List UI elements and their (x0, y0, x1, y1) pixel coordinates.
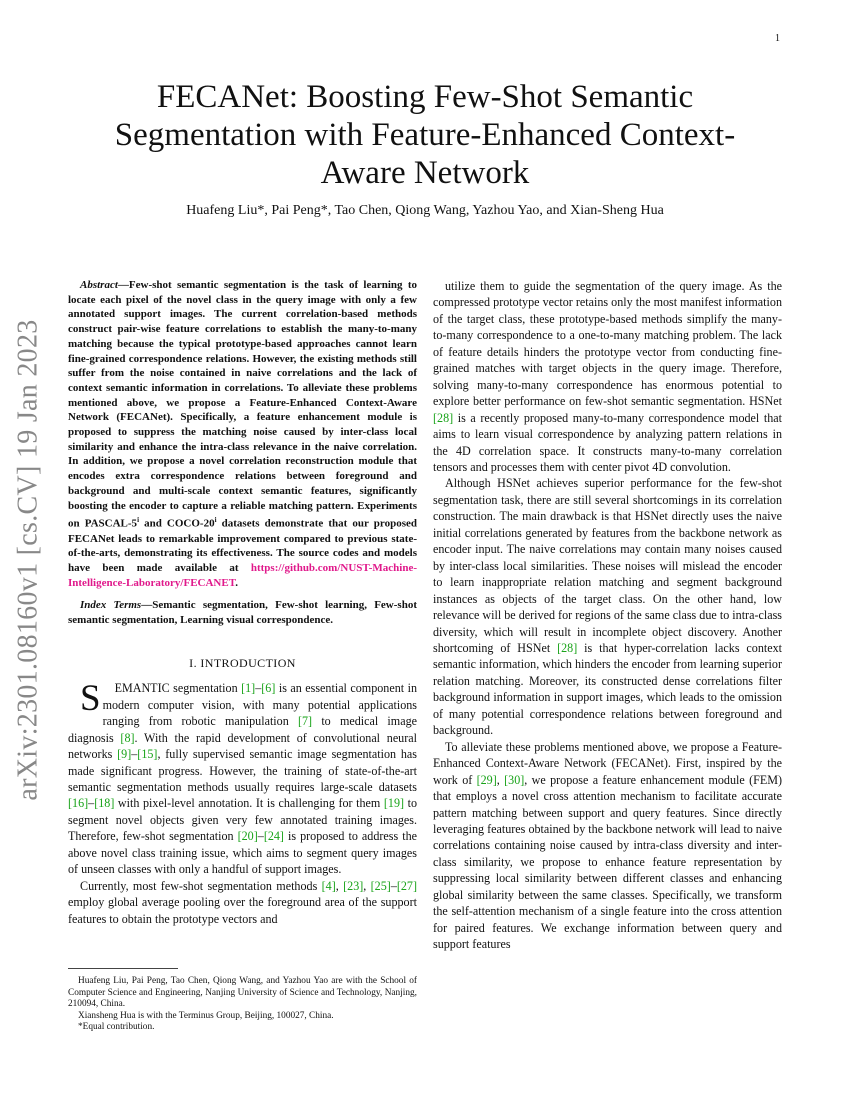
intro-paragraph-1 (68, 680, 417, 877)
footnotes (68, 976, 417, 1034)
citation-link[interactable]: [8] (120, 730, 135, 745)
body-text: Currently, most few-shot segmentation methods (80, 878, 322, 893)
body-text: with pixel-level annotation. It is challenging for them (114, 796, 384, 811)
body-text: utilize them to guide the segmentation of the query image. As the compressed prototype vector retains only the most manifest information of the target class, these prototype-based methods simplify the many-to-many correspondence to a one-to-many matching problem. The lack of feature details hinders the prototype vector from conducting fine-grained matches with target objects in the query image. Therefore, solving many-to-many correspondence has enormous potential to explore better performance on few-shot semantic segmentation. HSNet (433, 279, 782, 409)
citation-link[interactable]: [18] (94, 796, 115, 811)
code-link[interactable]: https://github.com/NUST-Machine-Intelligence-Laboratory/FECANET (68, 562, 417, 589)
right-column (433, 278, 782, 953)
body-text: , (496, 772, 505, 787)
abstract-text: and COCO-20 (139, 517, 215, 530)
citation-link[interactable]: [23] (343, 878, 364, 893)
intro-paragraph-5 (433, 739, 782, 953)
citation-link[interactable]: [9] (117, 747, 132, 762)
page-number: 1 (775, 33, 780, 44)
index-terms-label: Index Terms (80, 599, 142, 612)
citation-link[interactable]: [27] (396, 878, 418, 893)
footnote-rule (68, 968, 178, 969)
body-text: – (88, 796, 95, 811)
body-text: is that hyper-correlation lacks context semantic information, which hinders the encoder from learning superior relation matching. Moreover, its constructed dense correlations filter background information in support images, which leads to the omission of many potential correspondence relations between foreground and background. (433, 640, 783, 738)
body-text: is a recently proposed many-to-many correspondence model that aims to learn visual correspondence by analyzing pattern relations in the 4D correlation space. It constructs many-to-many correlation tensors and processes them with center pivot 4D convolution. (433, 410, 782, 474)
body-text: , (335, 878, 344, 893)
citation-link[interactable]: [19] (383, 796, 405, 811)
paper-title: FECANet: Boosting Few-Shot Semantic Segmentation with Feature-Enhanced Context-Aware Network (114, 79, 736, 191)
abstract-text: datasets demonstrate that our proposed FECANet leads to remarkable improvement compared to previous state-of-the-arts, demonstrating its effectiveness. The source codes and models have been made available at (68, 517, 417, 575)
body-text: to segment novel objects given very few annotated training images. Therefore, few-shot segmentation (68, 796, 418, 844)
citation-link[interactable]: [25] (370, 878, 391, 893)
body-text: is an essential component in modern computer vision, with many potential applications ranging from robotic manipulation (102, 681, 418, 729)
abstract-superscript: i (137, 516, 140, 525)
citation-link[interactable]: [20] (237, 829, 258, 844)
body-text: to medical image diagnosis (68, 714, 417, 745)
index-terms-text: Semantic segmentation, Few-shot learning, Few-shot semantic segmentation, Learning visual correspondence. (68, 599, 417, 627)
abstract-text: . (235, 576, 238, 589)
footnote-affiliation: Xiansheng Hua is with the Terminus Group, Beijing, 100027, China. (78, 1010, 334, 1021)
intro-paragraph-4 (433, 475, 782, 738)
citation-link[interactable]: [28] (433, 410, 454, 425)
body-text: To alleviate these problems mentioned above, we propose a Feature-Enhanced Context-Aware Network (FECANet). First, inspired by the work of (433, 739, 782, 787)
footnote-equal-contribution: *Equal contribution. (78, 1022, 155, 1033)
citation-link[interactable]: [30] (504, 772, 525, 787)
citation-link[interactable]: [7] (297, 714, 313, 729)
footnote-affiliation: Huafeng Liu, Pai Peng, Tao Chen, Qiong Wang, and Yazhou Yao are with the School of Computer Science and Engineering, Nanjing University of Science and Technology, Nanjing, 210094, China. (68, 976, 417, 1010)
citation-link[interactable]: [28] (557, 640, 578, 655)
citation-link[interactable]: [15] (137, 747, 158, 762)
author-list: Huafeng Liu*, Pai Peng*, Tao Chen, Qiong Wang, Yazhou Yao, and Xian-Sheng Hua (186, 203, 664, 218)
citation-link[interactable]: [24] (263, 829, 284, 844)
citation-link[interactable]: [16] (68, 796, 89, 811)
intro-paragraph-2 (68, 878, 417, 927)
citation-link[interactable]: [1] (241, 681, 256, 696)
section-heading-introduction: I. INTRODUCTION (189, 655, 296, 670)
citation-link[interactable]: [29] (476, 772, 497, 787)
abstract-label: Abstract (80, 279, 118, 291)
citation-link[interactable]: [4] (321, 878, 336, 893)
arxiv-identifier[interactable]: arXiv:2301.08160v1 [cs.CV] 19 Jan 2023 (13, 319, 44, 801)
body-text: is proposed to address the above novel class training issue, which aims to segment query images of unseen classes with only a handful of support images. (68, 829, 417, 877)
abstract: Abstract—Few-shot semantic segmentation is the task of learning to locate each pixel of the novel class in the query image with only a few annotated support images. The current correlation-based methods construct pair-wise feature correlations to establish the many-to-many matching because the typical prototype-based approaches cannot learn fine-grained correspondence relations. However, the existing methods still suffer from the noise contained in naive correlations and the lack of context semantic information in correlations. To alleviate these problems mentioned above, we propose a Feature-Enhanced Context-Aware Network (FECANet). Specifically, a feature enhancement module is proposed to suppress the matching noise caused by inter-class local similarity and enhance the intra-class relevance in the naive correlation. In addition, we propose a novel correlation reconstruction module that encodes extra correspondence relations between foreground and background and multi-scale context semantic features, significantly boosting the encoder to capture a reliable matching pattern. Experiments on PASCAL-5$^i$ and COCO-20$^i$ datasets demonstrate that our proposed FECANet leads to remarkable improvement compared to previous state-of-the-arts, demonstrating its effectiveness. The source codes and models have been made available at https://github.com/NUST-Machine-Intelligence-Laboratory/FECANET. (68, 279, 417, 589)
body-text: – (390, 878, 397, 893)
body-text: , fully supervised semantic image segmentation has made significant progress. However, the training of state-of-the-art semantic segmentation methods usually requires large-scale datasets (68, 747, 417, 794)
body-text: employ global average pooling over the foreground area of the support features to obtain the prototype vectors and (68, 895, 417, 926)
index-terms: Index Terms—Semantic segmentation, Few-shot learning, Few-shot semantic segmentation, Learning visual correspondence. (68, 599, 417, 627)
citation-link[interactable]: [6] (261, 681, 276, 696)
drop-cap: S (80, 678, 101, 720)
body-text: , we propose a feature enhancement module (FEM) that employs a novel cross attention mechanism to facilitate accurate pattern matching between support and query features. Since directly leveraging features obtained by the backbone network will lead to naive correlations containing noise caused by intra-class diversity and inter-class similarity, we propose to enhance feature representation by suppressing local similarity between different classes and enhancing global similarity between the same classes. Specifically, we transform the self-attention mechanism of a single feature into the cross attention for paired features. We exchange information between query and support features (433, 772, 782, 952)
body-text: . With the rapid development of convolutional neural networks (68, 730, 417, 762)
body-text: – (255, 681, 262, 696)
abstract-superscript: i (214, 516, 217, 525)
body-text: – (131, 747, 138, 762)
abstract-text: Few-shot semantic segmentation is the task of learning to locate each pixel of the novel class in the query image with only a few annotated support images. The current correlation-based methods construct pair-wise feature correlations to establish the many-to-many matching because the typical prototype-based approaches cannot learn fine-grained correspondence relations. However, the existing methods still suffer from the noise contained in naive correlations and the lack of context semantic information in correlations. To alleviate these problems mentioned above, we propose a Feature-Enhanced Context-Aware Network (FECANet). Specifically, a feature enhancement module is proposed to suppress the matching noise caused by inter-class local similarity and enhance the intra-class relevance in the naive correlation. In addition, we propose a novel correlation reconstruction module that encodes extra correspondence relations between foreground and background and multi-scale context semantic features, significantly boosting the encoder to capture a reliable matching pattern. Experiments on PASCAL-5 (68, 279, 417, 530)
intro-paragraph-3 (433, 278, 782, 475)
body-text: , (363, 878, 371, 893)
body-text: – (257, 829, 264, 844)
arxiv-stamp (6, 300, 52, 820)
left-column (68, 278, 417, 927)
body-text: EMANTIC segmentation (114, 681, 242, 696)
body-text: Although HSNet achieves superior performance for the few-shot segmentation task, there are still several shortcomings in its correlation construction. The main drawback is that HSNet directly uses the naive initial correlations generated by features from the backbone network as encoder input. The naive correlations may contain many noises caused by inter-class local similarities. These noises will mislead the encoder to learn inappropriate relation matching and segment background instances as objects of the target class. On the other hand, low relevance will be derived for regions of the same class due to intra-class diversity, which will result in incomplete object discovery. Another shortcoming of HSNet (433, 476, 782, 655)
